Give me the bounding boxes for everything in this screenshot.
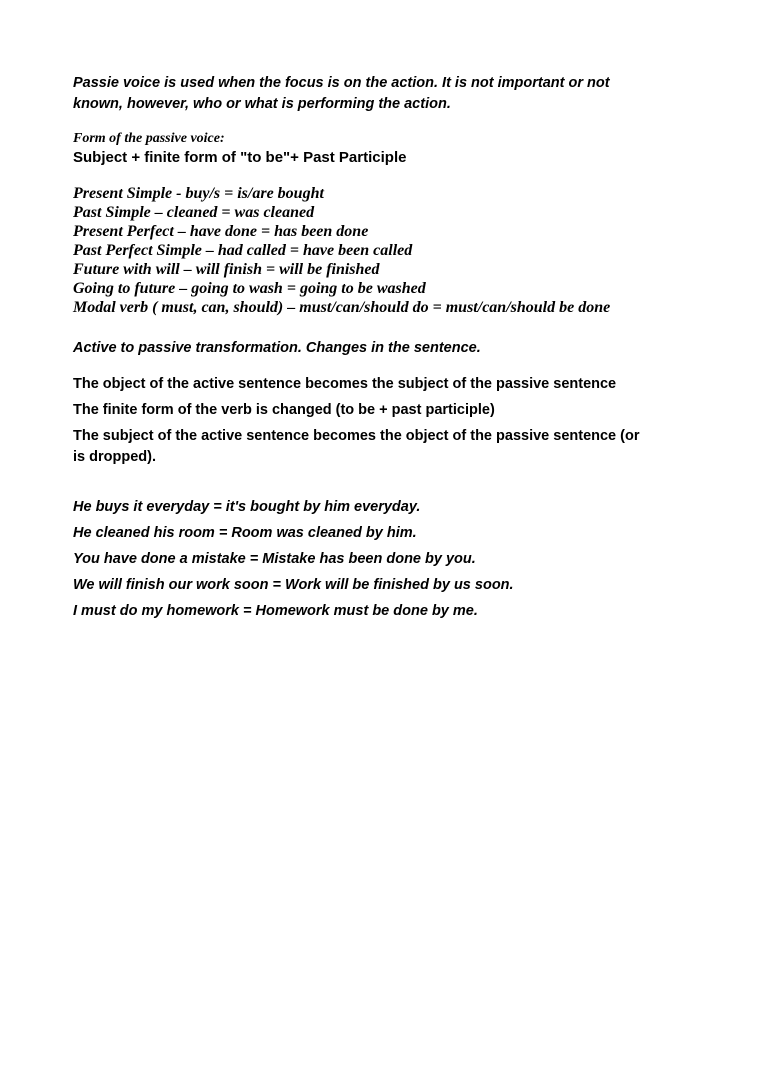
rule-item: The object of the active sentence becomes the subject of the passive sentence — [73, 376, 617, 392]
transformation-rules — [73, 374, 723, 468]
intro-line: Passie voice is used when the focus is on the action. It is not important or not — [73, 75, 610, 91]
tense-item: Past Simple – cleaned = was cleaned — [73, 204, 315, 221]
rule-item: is dropped). — [73, 449, 156, 465]
example-item: I must do my homework = Homework must be done by me. — [73, 603, 478, 619]
tense-item: Future with will – will finish = will be finished — [73, 261, 380, 278]
transformation-heading — [73, 338, 723, 359]
form-formula: Subject + finite form of "to be"+ Past Participle — [73, 149, 407, 166]
form-label: Form of the passive voice: — [73, 131, 225, 146]
tense-item: Going to future – going to wash = going to be washed — [73, 280, 426, 297]
intro-line: known, however, who or what is performing the action. — [73, 96, 451, 112]
example-item: You have done a mistake = Mistake has been done by you. — [73, 551, 476, 567]
passive-form-section — [73, 130, 723, 168]
tense-item: Present Simple - buy/s = is/are bought — [73, 185, 324, 202]
rule-item: The finite form of the verb is changed (to be + past participle) — [73, 402, 495, 418]
example-item: We will finish our work soon = Work will be finished by us soon. — [73, 577, 514, 593]
intro-paragraph — [73, 73, 723, 115]
example-list — [73, 497, 723, 622]
tense-list — [73, 184, 723, 317]
example-item: He buys it everyday = it's bought by him everyday. — [73, 499, 421, 515]
section-heading: Active to passive transformation. Changes in the sentence. — [73, 340, 481, 356]
tense-item: Modal verb ( must, can, should) – must/can/should do = must/can/should be done — [73, 299, 611, 316]
example-item: He cleaned his room = Room was cleaned by him. — [73, 525, 417, 541]
tense-item: Present Perfect – have done = has been done — [73, 223, 369, 240]
tense-item: Past Perfect Simple – had called = have been called — [73, 242, 413, 259]
rule-item: The subject of the active sentence becomes the object of the passive sentence (or — [73, 428, 640, 444]
